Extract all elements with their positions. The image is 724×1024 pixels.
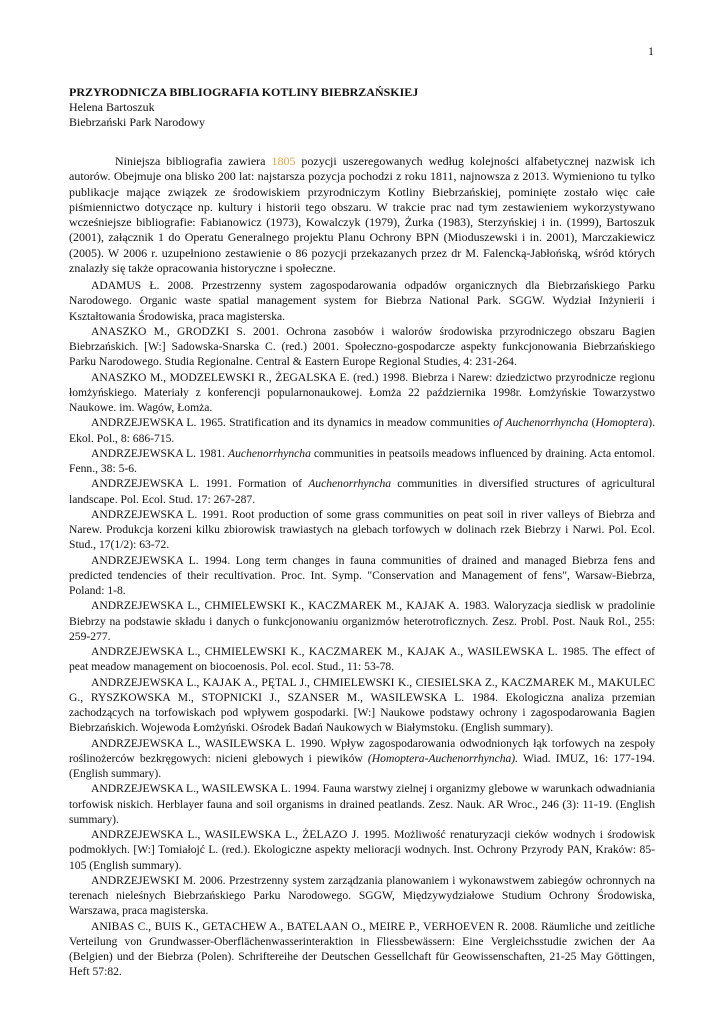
- bibliography-entry: [69, 278, 655, 324]
- bibliography-entry: [69, 324, 655, 370]
- entry-text: ANDRZEJEWSKA L., WASILEWSKA L. 1994. Fauna warstwy zielnej i organizmy glebowe w warunkach odwadniania torfowisk niskich. Herblayer fauna and soil organisms in drained peatlands. Zesz. Nauk. AR Wroc., 246 (3): 11-19. (English summary).: [69, 782, 655, 826]
- entry-text: ANDRZEJEWSKA L., KAJAK A., PĘTAL J., CHMIELEWSKI K., CIESIELSKA Z., KACZMAREK M., MAKULEC G., RYSZKOWSKA M., STOPNICKI J., SZANSER M., WASILEWSKA L. 1984. Ekologiczna analiza przemian zachodzących na torfowiskach pod wpływem gospodarki. [W:] Naukowe podstawy ochrony i zagospodarowania Bagien Biebrzańskich. Wojewoda Łomżyński. Ośrodek Badań Naukowych w Białymstoku. (English summary).: [69, 675, 655, 735]
- bibliography-list: [69, 278, 655, 980]
- entry-text: communities in peatsoils meadows influenced by draining. Acta entomol. Fenn., 38: 5-6.: [69, 446, 655, 475]
- bibliography-entry: [69, 873, 655, 919]
- intro-text-start: Niniejsza bibliografia zawiera: [115, 154, 272, 168]
- document-title: PRZYRODNICZA BIBLIOGRAFIA KOTLINY BIEBRZAŃSKIEJ: [69, 85, 419, 99]
- entry-text: ANDRZEJEWSKA L. 1981.: [91, 446, 229, 460]
- entry-italic-text: Auchenorrhyncha: [228, 446, 311, 460]
- bibliography-entry: [69, 553, 655, 599]
- entry-text: ). Ekol. Pol., 8: 686-715.: [69, 416, 656, 445]
- entry-italic-text: Homoptera: [595, 416, 649, 430]
- entry-text: ADAMUS Ł. 2008. Przestrzenny system zagospodarowania odpadów organicznych dla Biebrzańskiego Parku Narodowego. Organic waste spatial management system for Biebrza National Park. SGGW. Wydział Inżynierii i Kształtowania Środowiska, praca magisterska.: [69, 279, 655, 323]
- entry-italic-text: of Auchenorrhyncha: [493, 416, 589, 430]
- entry-text: ANDRZEJEWSKA L. 1994. Long term changes in fauna communities of drained and managed Biebrza fens and predicted tendencies of their recultivation. Proc. Int. Symp. "Conservation and Management of fens", Warsaw-Biebrza, Poland: 1-8.: [69, 553, 655, 597]
- entry-text: ANASZKO M., MODZELEWSKI R., ŻEGALSKA E. (red.) 1998. Biebrza i Narew: dziedzictwo przyrodnicze regionu łomżyńskiego. Materiały z konferencji popularnonaukowej. Łomża 22 października 1998r. Łomżyńskie Towarzystwo Naukowe. im. Wagów, Łomża.: [69, 370, 655, 414]
- intro-text-rest: pozycji uszeregowanych według kolejności alfabetycznej nazwisk ich autorów. Obejmuje ona blisko 200 lat: najstarsza pozycja pochodzi z roku 1811, najnowsza z 2013. Wymieniono tu tylko publikacje mające związek ze środowiskiem przyrodniczym Kotliny Biebrzańskiej, pominięte zostało więc całe piśmiennictwo dotyczące np. kultury i historii tego obszaru. W trakcie prac nad tym zestawieniem wykorzystywano wcześniejsze bibliografie: Fabianowicz (1973), Kowalczyk (1979), Żurka (1983), Sterzyńskiej i in. (1999), Bartoszuk (2001), załącznik 1 do Operatu Generalnego projektu Planu Ochrony BPN (Mioduszewski i in. 2001), Marczakiewicz (2005). W 2006 r. uzupełniono zestawienie o 86 pozycji przekazanych przez dr M. Falencką-Jabłońską, wśród których znalazły się także opracowania historyczne i społeczne.: [69, 154, 655, 276]
- entry-text: ANDRZEJEWSKA L., WASILEWSKA L. 1990. Wpływ zagospodarowania odwodnionych łąk torfowych na zespoły roślinożerców bezkręgowych: nicieni glebowych i piewików: [69, 736, 655, 765]
- entry-text: ANDRZEJEWSKA L. 1991. Root production of some grass communities on peat soil in river valleys of Biebrza and Narew. Produkcja korzeni kilku zbiorowisk trawiastych na glebach torfowych w dolinach rzek Biebrzy i Narwi. Pol. Ecol. Stud., 17(1/2): 63-72.: [69, 507, 655, 552]
- entry-text: ANDRZEJEWSKA L. 1991. Formation of: [91, 477, 309, 491]
- author-institution: Biebrzański Park Narodowy: [69, 115, 205, 129]
- entry-text: communities in diversified structures of agricultural landscape. Pol. Ecol. Stud. 17: 267-287.: [69, 477, 655, 506]
- entry-text: ANIBAS C., BUIS K., GETACHEW A., BATELAAN O., MEIRE P., VERHOEVEN R. 2008. Räumliche und zeitliche Verteilung von Grundwasser-Oberflächenwasserinteraktion in Fliessbewässern: Eine Vergleichsstudie zwichen der Aa (Belgien) und der Biebrza (Polen). Schriftereihe der Deutschen Gessellchaft für Geowissenschaften, 21-25 May Göttingen, Heft 57:82.: [69, 919, 655, 979]
- entry-text: ANDRZEJEWSKA L., CHMIELEWSKI K., KACZMAREK M., KAJAK A. 1983. Waloryzacja siedlisk w pradolinie Biebrzy na podstawie składu i danych o funkcjonowaniu organizmów heterotroficznych. Zesz. Probl. Post. Nauk Rol., 255: 259-277.: [69, 599, 655, 643]
- bibliography-entry: [69, 781, 655, 827]
- intro-paragraph: [69, 154, 655, 276]
- bibliography-entry: [69, 736, 655, 782]
- entry-italic-text: Auchenorrhyncha: [308, 477, 392, 491]
- bibliography-entry: [69, 644, 655, 675]
- bibliography-entry: [69, 507, 655, 553]
- bibliography-entry: [69, 446, 655, 477]
- bibliography-entry: [69, 675, 655, 736]
- page-number: 1: [648, 44, 654, 58]
- document-header: [69, 85, 655, 130]
- entry-text: ANDRZEJEWSKA L., WASILEWSKA L., ŻELAZO J. 1995. Możliwość renaturyzacji cieków wodnych i środowisk podmokłych. [W:] Tomiałojć L. (red.). Ekologiczne aspekty melioracji wodnych. Inst. Ochrony Przyrody PAN, Kraków: 85-105 (English summary).: [69, 828, 655, 872]
- entry-text: Wiad. IMUZ, 16: 177-194. (English summary).: [69, 751, 655, 780]
- bibliography-entry: [69, 415, 655, 446]
- entry-text: ANDRZEJEWSKI M. 2006. Przestrzenny system zarządzania planowaniem i wykonawstwem zabiegów ochronnych na terenach nieleśnych Biebrzańskiego Parku Narodowego. SGGW, Międzywydziałowe Studium Ochrony Środowiska, Warszawa, praca magisterska.: [69, 873, 655, 918]
- entry-italic-text: (Homoptera-Auchenorrhyncha).: [367, 751, 519, 765]
- entry-text: ANDRZEJEWSKA L., CHMIELEWSKI K., KACZMAREK M., KAJAK A., WASILEWSKA L. 1985. The effect of peat meadow management on biocoenosis. Pol. ecol. Stud., 11: 53-78.: [69, 645, 655, 674]
- bibliography-entry: [69, 598, 655, 644]
- entry-text: ANASZKO M., GRODZKI S. 2001. Ochrona zasobów i walorów środowiska przyrodniczego obszaru Bagien Biebrzańskich. [W:] Sadowska-Snarska C. (red.) 2001. Społeczno-gospodarcze aspekty funkcjonowania Biebrzańskiego Parku Narodowego. Studia Regionalne. Central & Eastern Europe Regional Studies, 4: 231-264.: [69, 324, 655, 369]
- entry-count-highlight: 1805: [271, 154, 296, 168]
- bibliography-entry: [69, 370, 655, 416]
- bibliography-entry: [69, 827, 655, 873]
- bibliography-entry: [69, 476, 655, 507]
- entry-text: ANDRZEJEWSKA L. 1965. Stratification and its dynamics in meadow communities: [91, 416, 494, 430]
- author-name: Helena Bartoszuk: [69, 100, 155, 114]
- entry-text: (: [588, 416, 596, 430]
- bibliography-entry: [69, 919, 655, 980]
